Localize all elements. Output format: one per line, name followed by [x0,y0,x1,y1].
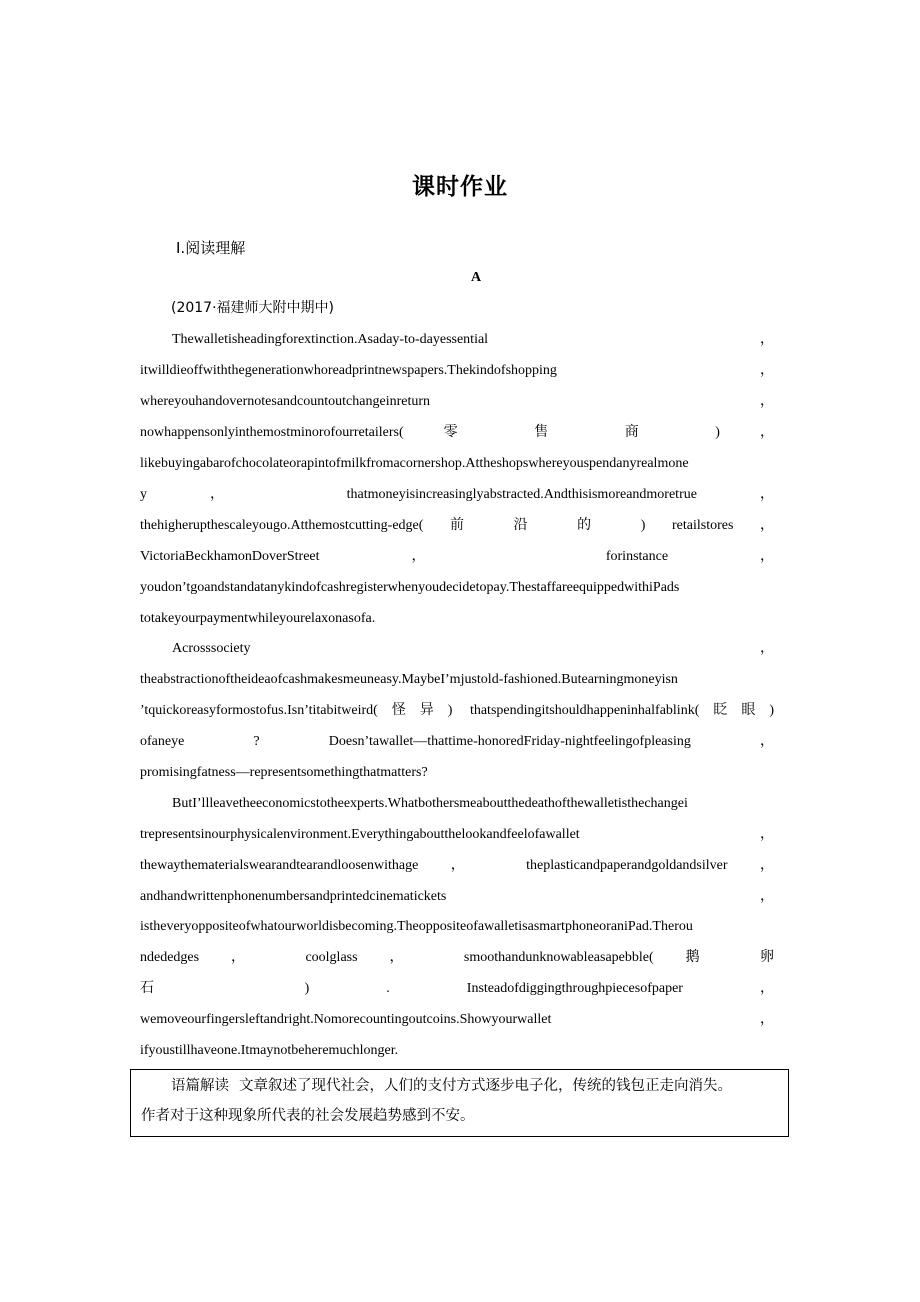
passage-line: itwilldieoffwiththegenerationwhoreadprintnewspapers.Thekindofshopping ， [140,363,774,378]
summary-line-1 [141,1074,781,1095]
passage-line: trepresentsinourphysicalenvironment.Everythingaboutthelookandfeelofawallet ， [140,827,774,842]
passage-line: ButI’llleavetheeconomicstotheexperts.Whatbothersmeaboutthedeathofthewalletisthechangei [172,796,688,811]
passage-line: thewaythematerialswearandtearandloosenwithage ， theplasticandpaperandgoldandsilver ， [140,858,774,873]
page-title: 课时作业 [412,174,508,200]
passage-line: Thewalletisheadingforextinction.Asaday-to-dayessential ， [172,332,774,347]
passage-line: VictoriaBeckhamonDoverStreet ， forinstance ， [140,549,774,564]
passage-line: Acrosssociety ， [172,641,774,656]
passage-line: ’tquickoreasyformostofus.Isn’titabitweird(怪异) thatspendingitshouldhappeninhalfablink(眨眼) [140,703,774,718]
passage-line: theabstractionoftheideaofcashmakesmeuneasy.MaybeI’mjustold-fashioned.Butearningmoneyisn [140,672,678,687]
passage-line: istheveryoppositeofwhatourworldisbecoming.TheoppositeofawalletisasmartphoneoraniPad.Therou [140,919,693,934]
passage-line: nowhappensonlyinthemostminorofourretailers( 零 售 商 ) ， [140,425,774,440]
passage-line: 石 ) . Insteadofdiggingthroughpiecesofpaper ， [140,981,774,996]
passage-line: thehigherupthescaleyougo.Atthemostcutting-edge( 前 沿 的 ) retailstores ， [140,518,774,533]
passage-line: ndededges ， coolglass ， smoothandunknowableasapebble( 鹅 卵 [140,950,774,965]
source-citation: (2017·福建师大附中期中) [171,300,335,316]
passage-line: wemoveourfingersleftandright.Nomorecountingoutcoins.Showyourwallet ， [140,1012,774,1027]
summary-label: 语篇解读 [171,1078,229,1094]
passage-line: totakeyourpaymentwhileyourelaxonasofa. [140,611,376,626]
passage-label: A [470,270,482,285]
passage-line: y ， thatmoneyisincreasinglyabstracted.Andthisismoreandmoretrue ， [140,487,774,502]
passage-line: likebuyingabarofchocolateorapintofmilkfromacornershop.Attheshopswhereyouspendanyrealmone [140,456,689,471]
passage-line: promisingfatness—representsomethingthatmatters? [140,765,428,780]
passage-line: youdon’tgoandstandatanykindofcashregisterwhenyoudecidetopay.ThestaffareequippedwithiPads [140,580,680,595]
section-heading: Ⅰ.阅读理解 [176,239,246,257]
passage-line: ifyoustillhaveone.Itmaynotbeheremuchlonger. [140,1043,399,1058]
summary-text: 文章叙述了现代社会，人们的支付方式逐步电子化，传统的钱包正走向消失。 [239,1078,732,1094]
summary-line-2: 作者对于这种现象所代表的社会发展趋势感到不安。 [141,1108,475,1124]
passage-line: whereyouhandovernotesandcountoutchangeinreturn ， [140,394,774,409]
passage-line: andhandwrittenphonenumbersandprintedcinematickets ， [140,889,774,904]
passage-line: ofaneye ? Doesn’tawallet—thattime-honoredFriday-nightfeelingofpleasing ， [140,734,774,749]
summary-box [130,1069,789,1137]
